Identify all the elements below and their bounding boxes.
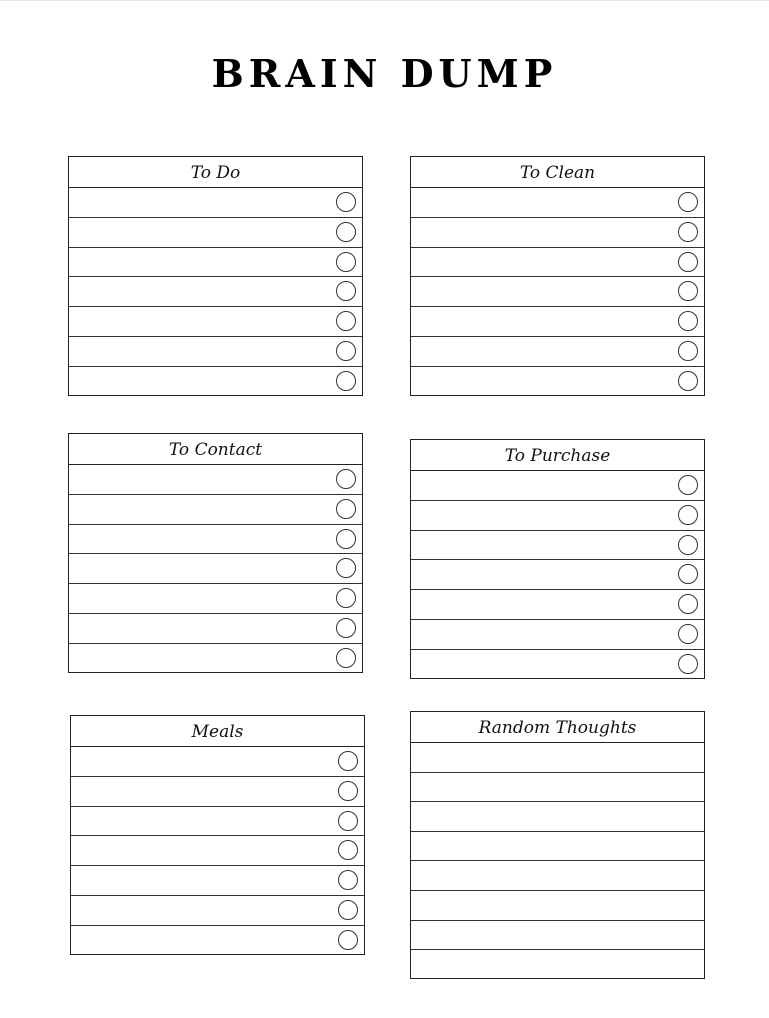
checkbox-circle-icon[interactable] [678,192,698,212]
checkbox-circle-icon[interactable] [336,469,356,489]
checkbox-circle-icon[interactable] [338,751,358,771]
checkbox-circle-icon[interactable] [678,564,698,584]
list-row[interactable] [411,891,704,921]
checkbox-circle-icon[interactable] [678,371,698,391]
list-row[interactable] [411,501,704,531]
list-row[interactable] [411,950,704,980]
checkbox-circle-icon[interactable] [336,371,356,391]
checkbox-circle-icon[interactable] [678,535,698,555]
checkbox-circle-icon[interactable] [336,281,356,301]
checkbox-circle-icon[interactable] [678,624,698,644]
list-row[interactable] [69,614,362,644]
list-row[interactable] [71,807,364,837]
checkbox-circle-icon[interactable] [336,192,356,212]
checkbox-circle-icon[interactable] [336,311,356,331]
section-rows [411,188,704,397]
checkbox-circle-icon[interactable] [678,505,698,525]
section-heading: To Clean [411,157,704,188]
checkbox-circle-icon[interactable] [338,930,358,950]
list-row[interactable] [411,277,704,307]
checkbox-circle-icon[interactable] [336,529,356,549]
section-rows [69,465,362,674]
list-row[interactable] [411,188,704,218]
section-to-do [68,156,363,396]
checkbox-circle-icon[interactable] [678,654,698,674]
section-heading: Meals [71,716,364,747]
checkbox-circle-icon[interactable] [338,900,358,920]
list-row[interactable] [69,307,362,337]
checkbox-circle-icon[interactable] [336,252,356,272]
section-heading: To Do [69,157,362,188]
list-row[interactable] [69,644,362,674]
list-row[interactable] [411,802,704,832]
checkbox-circle-icon[interactable] [338,840,358,860]
list-row[interactable] [69,367,362,397]
list-row[interactable] [69,277,362,307]
list-row[interactable] [69,465,362,495]
list-row[interactable] [411,248,704,278]
list-row[interactable] [411,650,704,680]
list-row[interactable] [411,861,704,891]
checkbox-circle-icon[interactable] [338,811,358,831]
page-title: BRAIN DUMP [211,51,558,96]
list-row[interactable] [69,218,362,248]
section-heading: To Purchase [411,440,704,471]
section-heading: To Contact [69,434,362,465]
list-row[interactable] [411,218,704,248]
list-row[interactable] [71,926,364,956]
list-row[interactable] [411,367,704,397]
checkbox-circle-icon[interactable] [336,618,356,638]
checkbox-circle-icon[interactable] [336,341,356,361]
list-row[interactable] [71,836,364,866]
checkbox-circle-icon[interactable] [338,781,358,801]
checkbox-circle-icon[interactable] [678,594,698,614]
list-row[interactable] [69,584,362,614]
list-row[interactable] [411,307,704,337]
list-row[interactable] [411,590,704,620]
list-row[interactable] [69,248,362,278]
list-row[interactable] [69,188,362,218]
section-random-thoughts [410,711,705,979]
section-rows [71,747,364,956]
list-row[interactable] [411,832,704,862]
checkbox-circle-icon[interactable] [336,222,356,242]
list-row[interactable] [411,531,704,561]
list-row[interactable] [69,495,362,525]
list-row[interactable] [411,560,704,590]
list-row[interactable] [71,747,364,777]
checkbox-circle-icon[interactable] [338,870,358,890]
section-to-purchase [410,439,705,679]
list-row[interactable] [411,773,704,803]
checkbox-circle-icon[interactable] [336,558,356,578]
checkbox-circle-icon[interactable] [336,588,356,608]
section-meals [70,715,365,955]
list-row[interactable] [71,896,364,926]
checkbox-circle-icon[interactable] [678,311,698,331]
list-row[interactable] [411,337,704,367]
checkbox-circle-icon[interactable] [678,281,698,301]
section-rows [411,743,704,980]
checkbox-circle-icon[interactable] [678,222,698,242]
checkbox-circle-icon[interactable] [678,341,698,361]
checkbox-circle-icon[interactable] [678,475,698,495]
list-row[interactable] [411,921,704,951]
checkbox-circle-icon[interactable] [678,252,698,272]
section-rows [69,188,362,397]
section-rows [411,471,704,680]
list-row[interactable] [71,866,364,896]
list-row[interactable] [411,471,704,501]
section-to-contact [68,433,363,673]
list-row[interactable] [69,525,362,555]
list-row[interactable] [71,777,364,807]
list-row[interactable] [69,337,362,367]
list-row[interactable] [411,620,704,650]
top-divider [0,0,769,1]
section-heading: Random Thoughts [411,712,704,743]
checkbox-circle-icon[interactable] [336,499,356,519]
list-row[interactable] [69,554,362,584]
list-row[interactable] [411,743,704,773]
checkbox-circle-icon[interactable] [336,648,356,668]
section-to-clean [410,156,705,396]
